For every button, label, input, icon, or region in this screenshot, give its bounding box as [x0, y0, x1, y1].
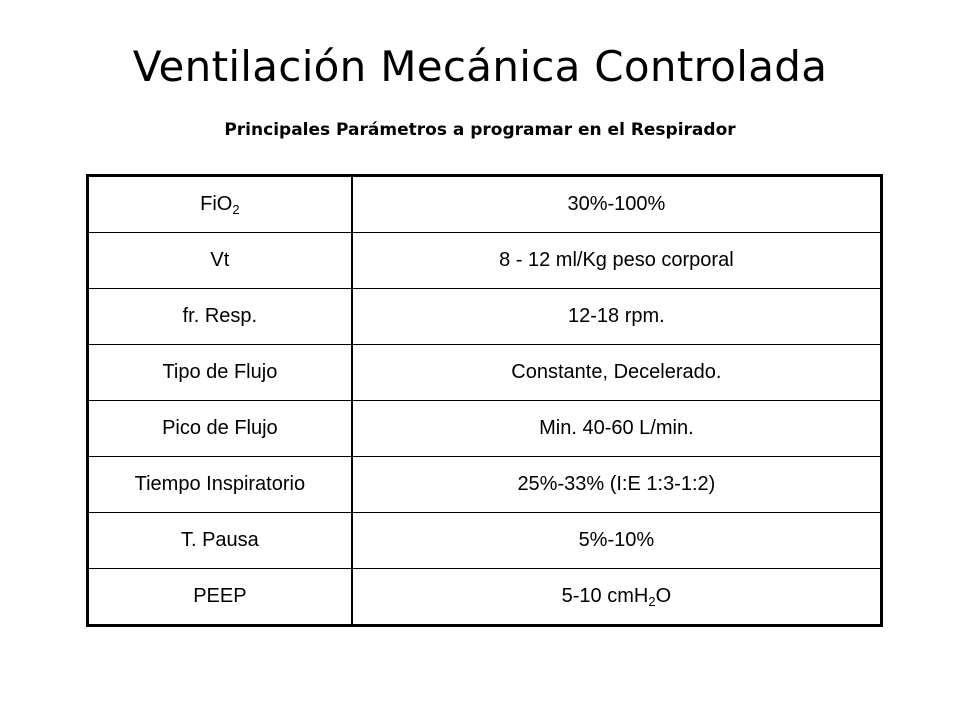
table-row [88, 233, 882, 289]
value-text: 12-18 rpm. [568, 305, 665, 327]
value-text: 5%-10% [578, 529, 655, 551]
value-cell [352, 176, 882, 233]
param-cell [88, 569, 352, 626]
value-cell [352, 289, 882, 345]
param-cell [88, 176, 352, 233]
value-text: Constante, Decelerado. [511, 361, 722, 383]
value-cell [352, 513, 882, 569]
table-row [88, 457, 882, 513]
value-cell [352, 401, 882, 457]
value-text-after: O [655, 585, 672, 607]
table-row [88, 289, 882, 345]
value-text: 30%-100% [567, 193, 666, 215]
param-cell [88, 457, 352, 513]
slide-title: Ventilación Mecánica Controlada [132, 42, 828, 91]
param-text: Vt [210, 249, 230, 271]
param-cell [88, 289, 352, 345]
table-row [88, 176, 882, 233]
value-cell [352, 457, 882, 513]
table-row [88, 569, 882, 626]
param-text: Tiempo Inspiratorio [134, 473, 306, 495]
table-row [88, 401, 882, 457]
value-subscript: 2 [648, 594, 656, 609]
value-text: 8 - 12 ml/Kg peso corporal [499, 249, 734, 271]
value-text: 25%-33% (I:E 1:3-1:2) [517, 473, 716, 495]
param-subscript: 2 [232, 202, 240, 217]
param-text: Tipo de Flujo [162, 361, 278, 383]
slide-subtitle: Principales Parámetros a programar en el Respirador [224, 120, 736, 140]
param-text: FiO [200, 193, 233, 215]
value-cell [352, 233, 882, 289]
param-cell [88, 513, 352, 569]
parameters-table [86, 174, 883, 627]
param-cell [88, 345, 352, 401]
param-text: fr. Resp. [182, 305, 258, 327]
param-text: PEEP [193, 585, 247, 607]
value-text: 5-10 cmH [561, 585, 649, 607]
param-cell [88, 401, 352, 457]
param-cell [88, 233, 352, 289]
table-row [88, 345, 882, 401]
table-row [88, 513, 882, 569]
param-text: T. Pausa [180, 529, 259, 551]
value-text: Min. 40-60 L/min. [539, 417, 694, 439]
value-cell [352, 345, 882, 401]
param-text: Pico de Flujo [162, 417, 278, 439]
value-cell [352, 569, 882, 626]
